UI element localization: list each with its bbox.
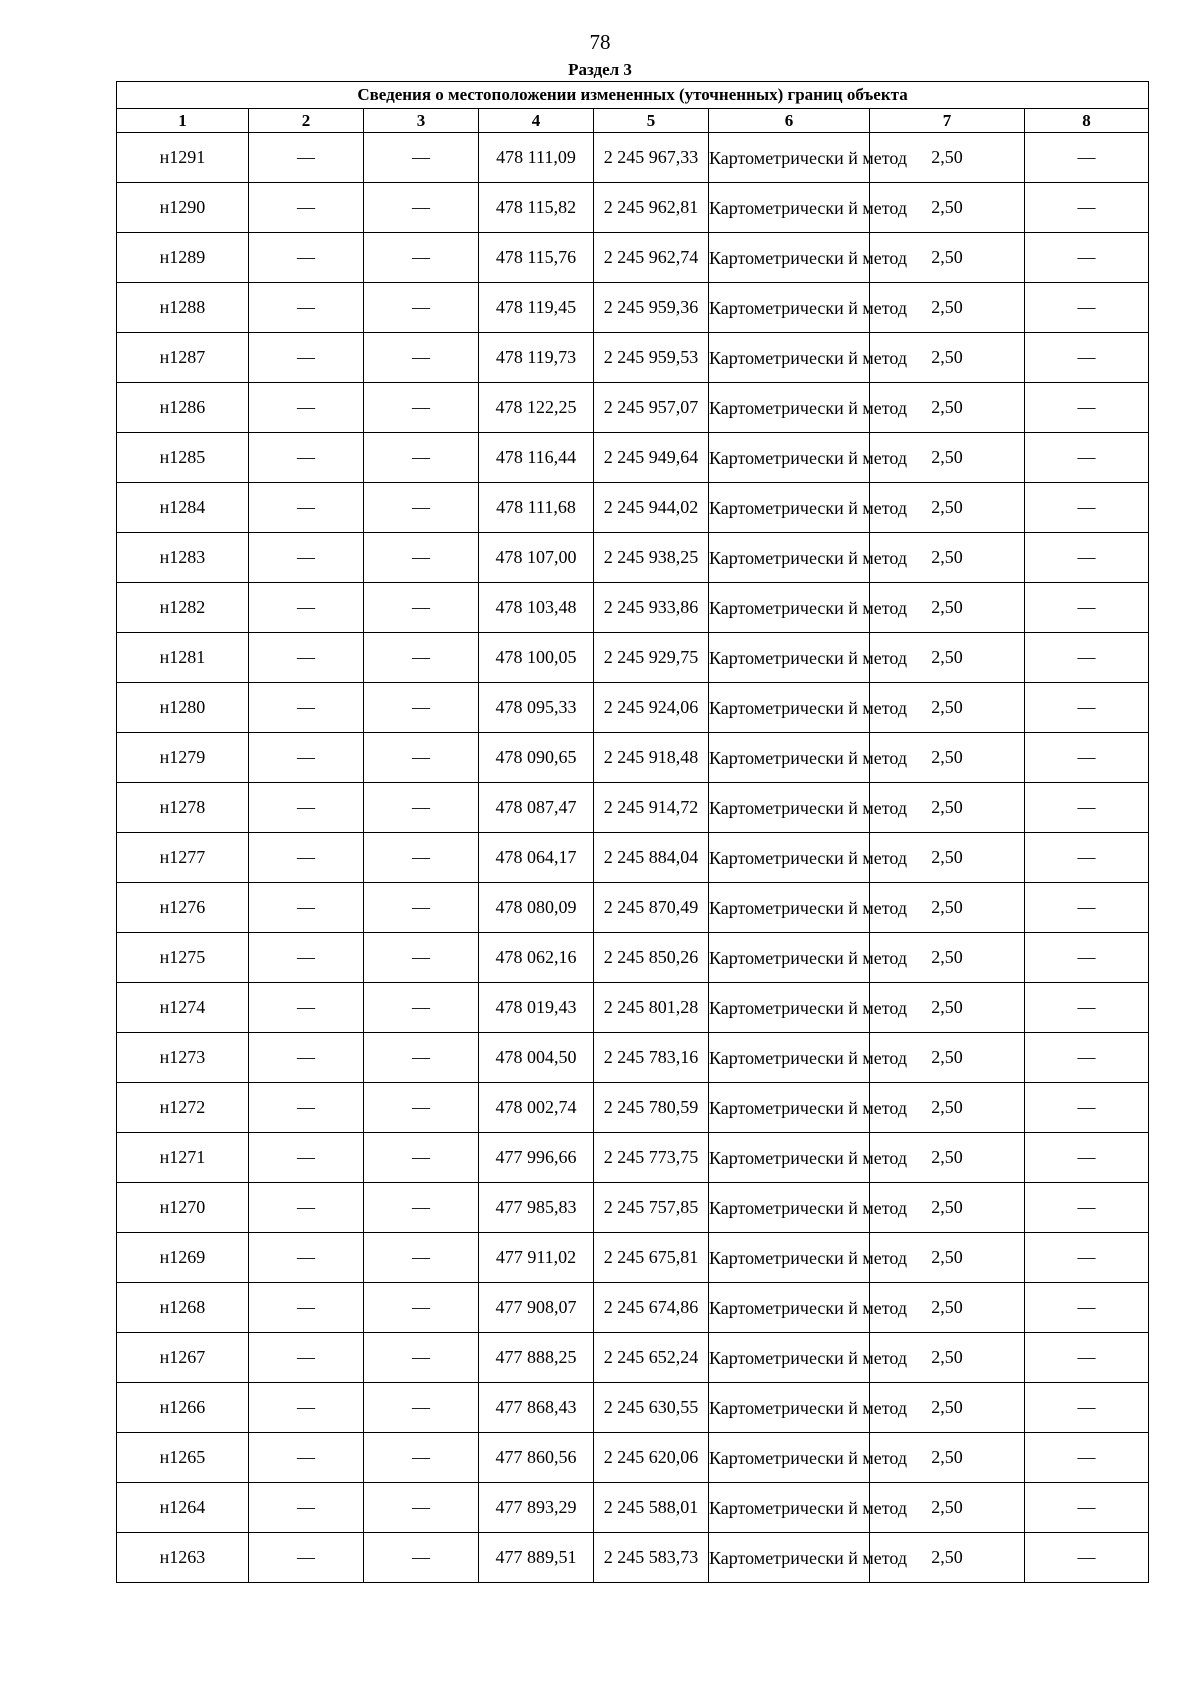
- point-number-cell: н1281: [117, 633, 249, 683]
- y-coordinate-cell: 2 245 850,26: [594, 933, 709, 983]
- method-cell: Картометрически й метод: [709, 633, 870, 683]
- empty-dash-cell: —: [1025, 783, 1149, 833]
- y-coordinate-cell: 2 245 583,73: [594, 1533, 709, 1583]
- empty-dash-cell: —: [249, 1233, 364, 1283]
- empty-dash-cell: —: [1025, 1033, 1149, 1083]
- table-row: [117, 983, 1149, 1033]
- point-number-cell: н1286: [117, 383, 249, 433]
- table-caption: Сведения о местоположении измененных (уточненных) границ объекта: [117, 82, 1149, 109]
- table-body: [117, 133, 1149, 1583]
- empty-dash-cell: —: [249, 1133, 364, 1183]
- empty-dash-cell: —: [1025, 1533, 1149, 1583]
- y-coordinate-cell: 2 245 929,75: [594, 633, 709, 683]
- y-coordinate-cell: 2 245 588,01: [594, 1483, 709, 1533]
- accuracy-cell: 2,50: [870, 1083, 1025, 1133]
- method-cell: Картометрически й метод: [709, 1333, 870, 1383]
- empty-dash-cell: —: [1025, 283, 1149, 333]
- method-cell: Картометрически й метод: [709, 1183, 870, 1233]
- empty-dash-cell: —: [1025, 1433, 1149, 1483]
- empty-dash-cell: —: [249, 183, 364, 233]
- table-row: [117, 1383, 1149, 1433]
- x-coordinate-cell: 477 893,29: [479, 1483, 594, 1533]
- empty-dash-cell: —: [1025, 1233, 1149, 1283]
- empty-dash-cell: —: [364, 733, 479, 783]
- accuracy-cell: 2,50: [870, 1233, 1025, 1283]
- accuracy-cell: 2,50: [870, 483, 1025, 533]
- empty-dash-cell: —: [364, 1133, 479, 1183]
- point-number-cell: н1269: [117, 1233, 249, 1283]
- empty-dash-cell: —: [249, 383, 364, 433]
- table-row: [117, 633, 1149, 683]
- empty-dash-cell: —: [1025, 1083, 1149, 1133]
- y-coordinate-cell: 2 245 949,64: [594, 433, 709, 483]
- x-coordinate-cell: 478 111,68: [479, 483, 594, 533]
- x-coordinate-cell: 477 868,43: [479, 1383, 594, 1433]
- empty-dash-cell: —: [249, 583, 364, 633]
- empty-dash-cell: —: [364, 683, 479, 733]
- y-coordinate-cell: 2 245 801,28: [594, 983, 709, 1033]
- method-cell: Картометрически й метод: [709, 783, 870, 833]
- table-row: [117, 533, 1149, 583]
- method-cell: Картометрически й метод: [709, 983, 870, 1033]
- accuracy-cell: 2,50: [870, 383, 1025, 433]
- x-coordinate-cell: 478 119,45: [479, 283, 594, 333]
- point-number-cell: н1274: [117, 983, 249, 1033]
- x-coordinate-cell: 478 103,48: [479, 583, 594, 633]
- method-cell: Картометрически й метод: [709, 1033, 870, 1083]
- y-coordinate-cell: 2 245 914,72: [594, 783, 709, 833]
- accuracy-cell: 2,50: [870, 1483, 1025, 1533]
- x-coordinate-cell: 478 004,50: [479, 1033, 594, 1083]
- column-header-8: 8: [1025, 109, 1149, 133]
- accuracy-cell: 2,50: [870, 1533, 1025, 1583]
- empty-dash-cell: —: [249, 1333, 364, 1383]
- empty-dash-cell: —: [249, 1283, 364, 1333]
- empty-dash-cell: —: [364, 283, 479, 333]
- coordinates-table: [116, 81, 1149, 1583]
- x-coordinate-cell: 478 119,73: [479, 333, 594, 383]
- table-row: [117, 1533, 1149, 1583]
- empty-dash-cell: —: [364, 333, 479, 383]
- empty-dash-cell: —: [249, 1183, 364, 1233]
- point-number-cell: н1276: [117, 883, 249, 933]
- empty-dash-cell: —: [364, 1483, 479, 1533]
- column-header-row: [117, 109, 1149, 133]
- empty-dash-cell: —: [364, 1233, 479, 1283]
- accuracy-cell: 2,50: [870, 883, 1025, 933]
- empty-dash-cell: —: [364, 383, 479, 433]
- method-cell: Картометрически й метод: [709, 1133, 870, 1183]
- empty-dash-cell: —: [364, 183, 479, 233]
- method-cell: Картометрически й метод: [709, 533, 870, 583]
- empty-dash-cell: —: [1025, 1133, 1149, 1183]
- column-header-5: 5: [594, 109, 709, 133]
- point-number-cell: н1289: [117, 233, 249, 283]
- table-row: [117, 1233, 1149, 1283]
- empty-dash-cell: —: [1025, 933, 1149, 983]
- x-coordinate-cell: 478 111,09: [479, 133, 594, 183]
- empty-dash-cell: —: [1025, 833, 1149, 883]
- x-coordinate-cell: 478 107,00: [479, 533, 594, 583]
- empty-dash-cell: —: [364, 833, 479, 883]
- point-number-cell: н1284: [117, 483, 249, 533]
- empty-dash-cell: —: [249, 433, 364, 483]
- accuracy-cell: 2,50: [870, 1033, 1025, 1083]
- table-row: [117, 933, 1149, 983]
- accuracy-cell: 2,50: [870, 233, 1025, 283]
- column-header-4: 4: [479, 109, 594, 133]
- table-row: [117, 1033, 1149, 1083]
- empty-dash-cell: —: [249, 1433, 364, 1483]
- method-cell: Картометрически й метод: [709, 233, 870, 283]
- x-coordinate-cell: 478 122,25: [479, 383, 594, 433]
- method-cell: Картометрически й метод: [709, 1083, 870, 1133]
- accuracy-cell: 2,50: [870, 433, 1025, 483]
- y-coordinate-cell: 2 245 918,48: [594, 733, 709, 783]
- accuracy-cell: 2,50: [870, 533, 1025, 583]
- accuracy-cell: 2,50: [870, 1433, 1025, 1483]
- accuracy-cell: 2,50: [870, 1183, 1025, 1233]
- y-coordinate-cell: 2 245 962,81: [594, 183, 709, 233]
- point-number-cell: н1288: [117, 283, 249, 333]
- table-row: [117, 1483, 1149, 1533]
- table-row: [117, 433, 1149, 483]
- y-coordinate-cell: 2 245 674,86: [594, 1283, 709, 1333]
- method-cell: Картометрически й метод: [709, 1233, 870, 1283]
- empty-dash-cell: —: [364, 783, 479, 833]
- page-number: 78: [589, 30, 611, 54]
- method-cell: Картометрически й метод: [709, 133, 870, 183]
- empty-dash-cell: —: [1025, 183, 1149, 233]
- x-coordinate-cell: 478 115,76: [479, 233, 594, 283]
- table-row: [117, 683, 1149, 733]
- accuracy-cell: 2,50: [870, 633, 1025, 683]
- empty-dash-cell: —: [1025, 683, 1149, 733]
- y-coordinate-cell: 2 245 962,74: [594, 233, 709, 283]
- table-row: [117, 333, 1149, 383]
- x-coordinate-cell: 478 002,74: [479, 1083, 594, 1133]
- accuracy-cell: 2,50: [870, 683, 1025, 733]
- method-cell: Картометрически й метод: [709, 883, 870, 933]
- empty-dash-cell: —: [364, 1183, 479, 1233]
- empty-dash-cell: —: [249, 1483, 364, 1533]
- empty-dash-cell: —: [364, 533, 479, 583]
- y-coordinate-cell: 2 245 933,86: [594, 583, 709, 633]
- x-coordinate-cell: 477 860,56: [479, 1433, 594, 1483]
- point-number-cell: н1268: [117, 1283, 249, 1333]
- method-cell: Картометрически й метод: [709, 933, 870, 983]
- method-cell: Картометрически й метод: [709, 733, 870, 783]
- point-number-cell: н1282: [117, 583, 249, 633]
- empty-dash-cell: —: [364, 433, 479, 483]
- accuracy-cell: 2,50: [870, 183, 1025, 233]
- empty-dash-cell: —: [249, 133, 364, 183]
- y-coordinate-cell: 2 245 959,53: [594, 333, 709, 383]
- empty-dash-cell: —: [249, 1083, 364, 1133]
- method-cell: Картометрически й метод: [709, 1283, 870, 1333]
- table-row: [117, 383, 1149, 433]
- method-cell: Картометрически й метод: [709, 683, 870, 733]
- empty-dash-cell: —: [249, 633, 364, 683]
- point-number-cell: н1287: [117, 333, 249, 383]
- method-cell: Картометрически й метод: [709, 333, 870, 383]
- y-coordinate-cell: 2 245 967,33: [594, 133, 709, 183]
- empty-dash-cell: —: [364, 1333, 479, 1383]
- point-number-cell: н1291: [117, 133, 249, 183]
- accuracy-cell: 2,50: [870, 983, 1025, 1033]
- x-coordinate-cell: 477 996,66: [479, 1133, 594, 1183]
- empty-dash-cell: —: [249, 333, 364, 383]
- empty-dash-cell: —: [249, 1533, 364, 1583]
- empty-dash-cell: —: [1025, 233, 1149, 283]
- point-number-cell: н1283: [117, 533, 249, 583]
- point-number-cell: н1273: [117, 1033, 249, 1083]
- table-row: [117, 233, 1149, 283]
- empty-dash-cell: —: [1025, 1333, 1149, 1383]
- y-coordinate-cell: 2 245 757,85: [594, 1183, 709, 1233]
- x-coordinate-cell: 478 100,05: [479, 633, 594, 683]
- table-row: [117, 1183, 1149, 1233]
- empty-dash-cell: —: [364, 983, 479, 1033]
- accuracy-cell: 2,50: [870, 1283, 1025, 1333]
- column-header-1: 1: [117, 109, 249, 133]
- empty-dash-cell: —: [364, 133, 479, 183]
- point-number-cell: н1264: [117, 1483, 249, 1533]
- point-number-cell: н1275: [117, 933, 249, 983]
- empty-dash-cell: —: [249, 733, 364, 783]
- point-number-cell: н1285: [117, 433, 249, 483]
- point-number-cell: н1272: [117, 1083, 249, 1133]
- method-cell: Картометрически й метод: [709, 833, 870, 883]
- empty-dash-cell: —: [1025, 1283, 1149, 1333]
- point-number-cell: н1280: [117, 683, 249, 733]
- empty-dash-cell: —: [364, 1283, 479, 1333]
- y-coordinate-cell: 2 245 959,36: [594, 283, 709, 333]
- y-coordinate-cell: 2 245 938,25: [594, 533, 709, 583]
- accuracy-cell: 2,50: [870, 933, 1025, 983]
- empty-dash-cell: —: [1025, 133, 1149, 183]
- table-row: [117, 583, 1149, 633]
- table-row: [117, 1283, 1149, 1333]
- point-number-cell: н1263: [117, 1533, 249, 1583]
- empty-dash-cell: —: [364, 1033, 479, 1083]
- method-cell: Картометрически й метод: [709, 1433, 870, 1483]
- empty-dash-cell: —: [364, 933, 479, 983]
- section-title: Раздел 3: [568, 60, 632, 79]
- table-row: [117, 1333, 1149, 1383]
- method-cell: Картометрически й метод: [709, 483, 870, 533]
- table-row: [117, 733, 1149, 783]
- x-coordinate-cell: 477 888,25: [479, 1333, 594, 1383]
- y-coordinate-cell: 2 245 783,16: [594, 1033, 709, 1083]
- accuracy-cell: 2,50: [870, 1133, 1025, 1183]
- y-coordinate-cell: 2 245 944,02: [594, 483, 709, 533]
- x-coordinate-cell: 478 064,17: [479, 833, 594, 883]
- table-row: [117, 283, 1149, 333]
- y-coordinate-cell: 2 245 652,24: [594, 1333, 709, 1383]
- empty-dash-cell: —: [1025, 583, 1149, 633]
- y-coordinate-cell: 2 245 773,75: [594, 1133, 709, 1183]
- point-number-cell: н1271: [117, 1133, 249, 1183]
- table-row: [117, 1133, 1149, 1183]
- point-number-cell: н1278: [117, 783, 249, 833]
- method-cell: Картометрически й метод: [709, 1483, 870, 1533]
- empty-dash-cell: —: [1025, 1383, 1149, 1433]
- method-cell: Картометрически й метод: [709, 383, 870, 433]
- method-cell: Картометрически й метод: [709, 583, 870, 633]
- method-cell: Картометрически й метод: [709, 1533, 870, 1583]
- x-coordinate-cell: 477 985,83: [479, 1183, 594, 1233]
- accuracy-cell: 2,50: [870, 783, 1025, 833]
- x-coordinate-cell: 478 087,47: [479, 783, 594, 833]
- accuracy-cell: 2,50: [870, 1333, 1025, 1383]
- accuracy-cell: 2,50: [870, 733, 1025, 783]
- accuracy-cell: 2,50: [870, 283, 1025, 333]
- empty-dash-cell: —: [249, 783, 364, 833]
- empty-dash-cell: —: [364, 633, 479, 683]
- method-cell: Картометрически й метод: [709, 433, 870, 483]
- empty-dash-cell: —: [249, 933, 364, 983]
- column-header-6: 6: [709, 109, 870, 133]
- empty-dash-cell: —: [1025, 433, 1149, 483]
- empty-dash-cell: —: [364, 233, 479, 283]
- empty-dash-cell: —: [1025, 633, 1149, 683]
- empty-dash-cell: —: [1025, 333, 1149, 383]
- table-row: [117, 1433, 1149, 1483]
- y-coordinate-cell: 2 245 630,55: [594, 1383, 709, 1433]
- point-number-cell: н1290: [117, 183, 249, 233]
- accuracy-cell: 2,50: [870, 333, 1025, 383]
- table-row: [117, 133, 1149, 183]
- empty-dash-cell: —: [1025, 733, 1149, 783]
- empty-dash-cell: —: [249, 483, 364, 533]
- empty-dash-cell: —: [364, 583, 479, 633]
- y-coordinate-cell: 2 245 620,06: [594, 1433, 709, 1483]
- accuracy-cell: 2,50: [870, 833, 1025, 883]
- x-coordinate-cell: 478 115,82: [479, 183, 594, 233]
- accuracy-cell: 2,50: [870, 133, 1025, 183]
- empty-dash-cell: —: [364, 1383, 479, 1433]
- empty-dash-cell: —: [1025, 383, 1149, 433]
- point-number-cell: н1279: [117, 733, 249, 783]
- accuracy-cell: 2,50: [870, 1383, 1025, 1433]
- empty-dash-cell: —: [249, 883, 364, 933]
- y-coordinate-cell: 2 245 780,59: [594, 1083, 709, 1133]
- empty-dash-cell: —: [249, 833, 364, 883]
- column-header-7: 7: [870, 109, 1025, 133]
- table-row: [117, 883, 1149, 933]
- x-coordinate-cell: 478 095,33: [479, 683, 594, 733]
- point-number-cell: н1277: [117, 833, 249, 883]
- x-coordinate-cell: 477 908,07: [479, 1283, 594, 1333]
- y-coordinate-cell: 2 245 924,06: [594, 683, 709, 733]
- x-coordinate-cell: 478 080,09: [479, 883, 594, 933]
- table-row: [117, 183, 1149, 233]
- empty-dash-cell: —: [1025, 1183, 1149, 1233]
- point-number-cell: н1265: [117, 1433, 249, 1483]
- empty-dash-cell: —: [1025, 533, 1149, 583]
- y-coordinate-cell: 2 245 675,81: [594, 1233, 709, 1283]
- y-coordinate-cell: 2 245 957,07: [594, 383, 709, 433]
- empty-dash-cell: —: [364, 883, 479, 933]
- empty-dash-cell: —: [364, 483, 479, 533]
- y-coordinate-cell: 2 245 884,04: [594, 833, 709, 883]
- column-header-2: 2: [249, 109, 364, 133]
- x-coordinate-cell: 478 062,16: [479, 933, 594, 983]
- y-coordinate-cell: 2 245 870,49: [594, 883, 709, 933]
- empty-dash-cell: —: [249, 683, 364, 733]
- table-row: [117, 1083, 1149, 1133]
- x-coordinate-cell: 478 116,44: [479, 433, 594, 483]
- method-cell: Картометрически й метод: [709, 1383, 870, 1433]
- table-row: [117, 783, 1149, 833]
- empty-dash-cell: —: [1025, 1483, 1149, 1533]
- empty-dash-cell: —: [249, 533, 364, 583]
- method-cell: Картометрически й метод: [709, 183, 870, 233]
- empty-dash-cell: —: [1025, 483, 1149, 533]
- point-number-cell: н1266: [117, 1383, 249, 1433]
- empty-dash-cell: —: [249, 283, 364, 333]
- empty-dash-cell: —: [249, 233, 364, 283]
- empty-dash-cell: —: [364, 1083, 479, 1133]
- x-coordinate-cell: 478 090,65: [479, 733, 594, 783]
- empty-dash-cell: —: [1025, 883, 1149, 933]
- method-cell: Картометрически й метод: [709, 283, 870, 333]
- table-row: [117, 833, 1149, 883]
- empty-dash-cell: —: [249, 1033, 364, 1083]
- column-header-3: 3: [364, 109, 479, 133]
- empty-dash-cell: —: [1025, 983, 1149, 1033]
- empty-dash-cell: —: [249, 1383, 364, 1433]
- table-row: [117, 483, 1149, 533]
- empty-dash-cell: —: [364, 1433, 479, 1483]
- empty-dash-cell: —: [249, 983, 364, 1033]
- x-coordinate-cell: 477 889,51: [479, 1533, 594, 1583]
- x-coordinate-cell: 478 019,43: [479, 983, 594, 1033]
- accuracy-cell: 2,50: [870, 583, 1025, 633]
- point-number-cell: н1267: [117, 1333, 249, 1383]
- point-number-cell: н1270: [117, 1183, 249, 1233]
- x-coordinate-cell: 477 911,02: [479, 1233, 594, 1283]
- empty-dash-cell: —: [364, 1533, 479, 1583]
